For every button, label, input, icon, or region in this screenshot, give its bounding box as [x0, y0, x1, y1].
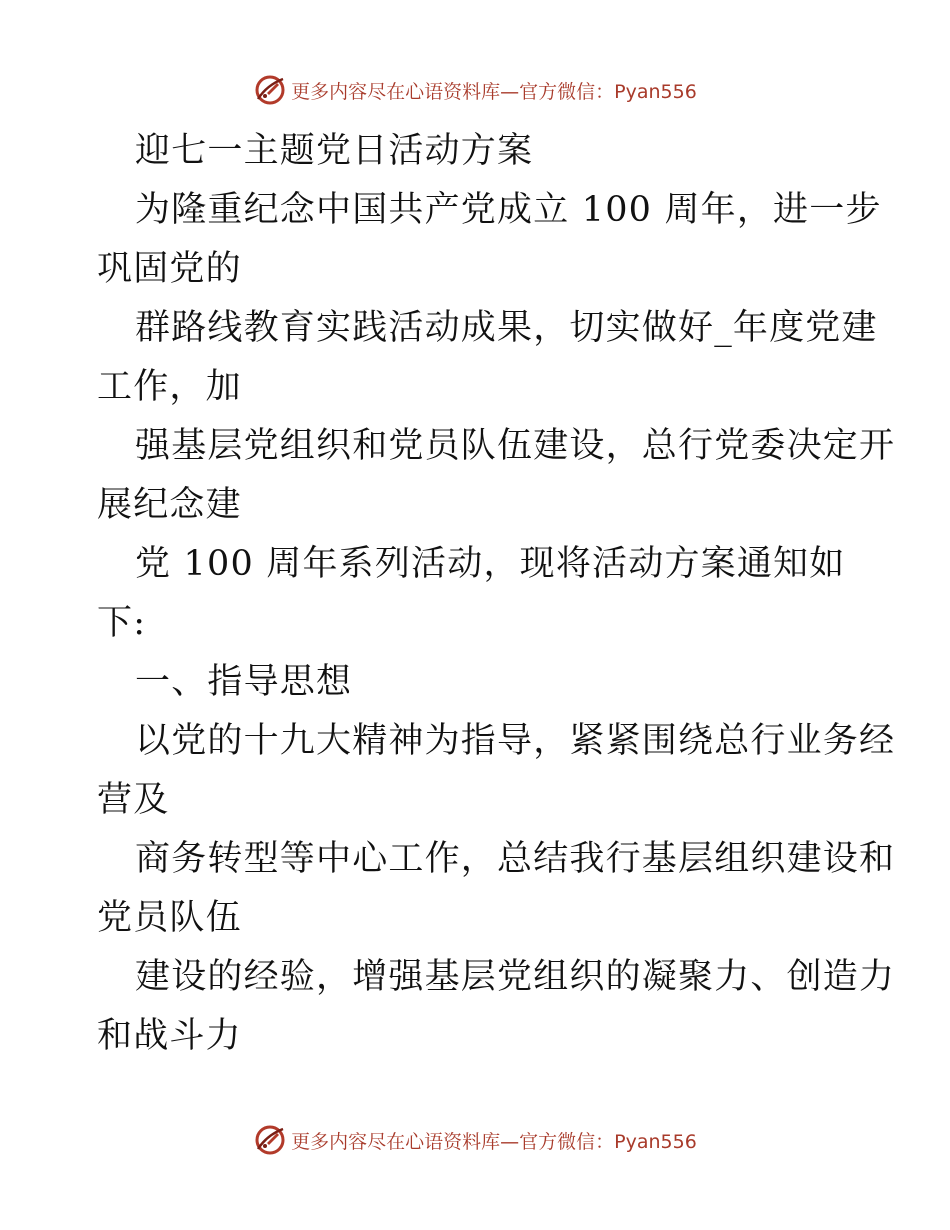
doc-line: 商务转型等中心工作，总结我行基层组织建设和 — [135, 839, 896, 879]
document-body — [97, 122, 896, 1066]
doc-line: 建设的经验，增强基层党组织的凝聚力、创造力 — [135, 957, 896, 997]
watermark-text: 更多内容尽在心语资料库—官方微信：Pyan556 — [291, 80, 697, 103]
watermark-text: 更多内容尽在心语资料库—官方微信：Pyan556 — [291, 1130, 697, 1153]
section-heading: 一、指导思想 — [135, 662, 353, 702]
doc-line: 和战斗力 — [97, 1016, 242, 1056]
pen-circle-logo-icon — [253, 1123, 287, 1157]
doc-line: 巩固党的 — [97, 249, 242, 289]
header-watermark — [0, 70, 950, 110]
doc-line: 以党的十九大精神为指导，紧紧围绕总行业务经 — [135, 721, 896, 761]
doc-line: 工作，加 — [97, 367, 242, 407]
doc-line: 强基层党组织和党员队伍建设，总行党委决定开 — [135, 426, 896, 466]
doc-line: 下: — [97, 603, 147, 643]
doc-line: 党员队伍 — [97, 898, 242, 938]
footer-watermark — [0, 1120, 950, 1160]
doc-line: 营及 — [97, 780, 170, 820]
doc-title: 迎七一主题党日活动方案 — [135, 131, 534, 171]
doc-line: 党 100 周年系列活动，现将活动方案通知如 — [135, 544, 846, 584]
doc-line: 群路线教育实践活动成果，切实做好_年度党建 — [135, 308, 878, 348]
doc-line: 展纪念建 — [97, 485, 242, 525]
pen-circle-logo-icon — [253, 73, 287, 107]
doc-line: 为隆重纪念中国共产党成立 100 周年，进一步 — [135, 190, 882, 230]
